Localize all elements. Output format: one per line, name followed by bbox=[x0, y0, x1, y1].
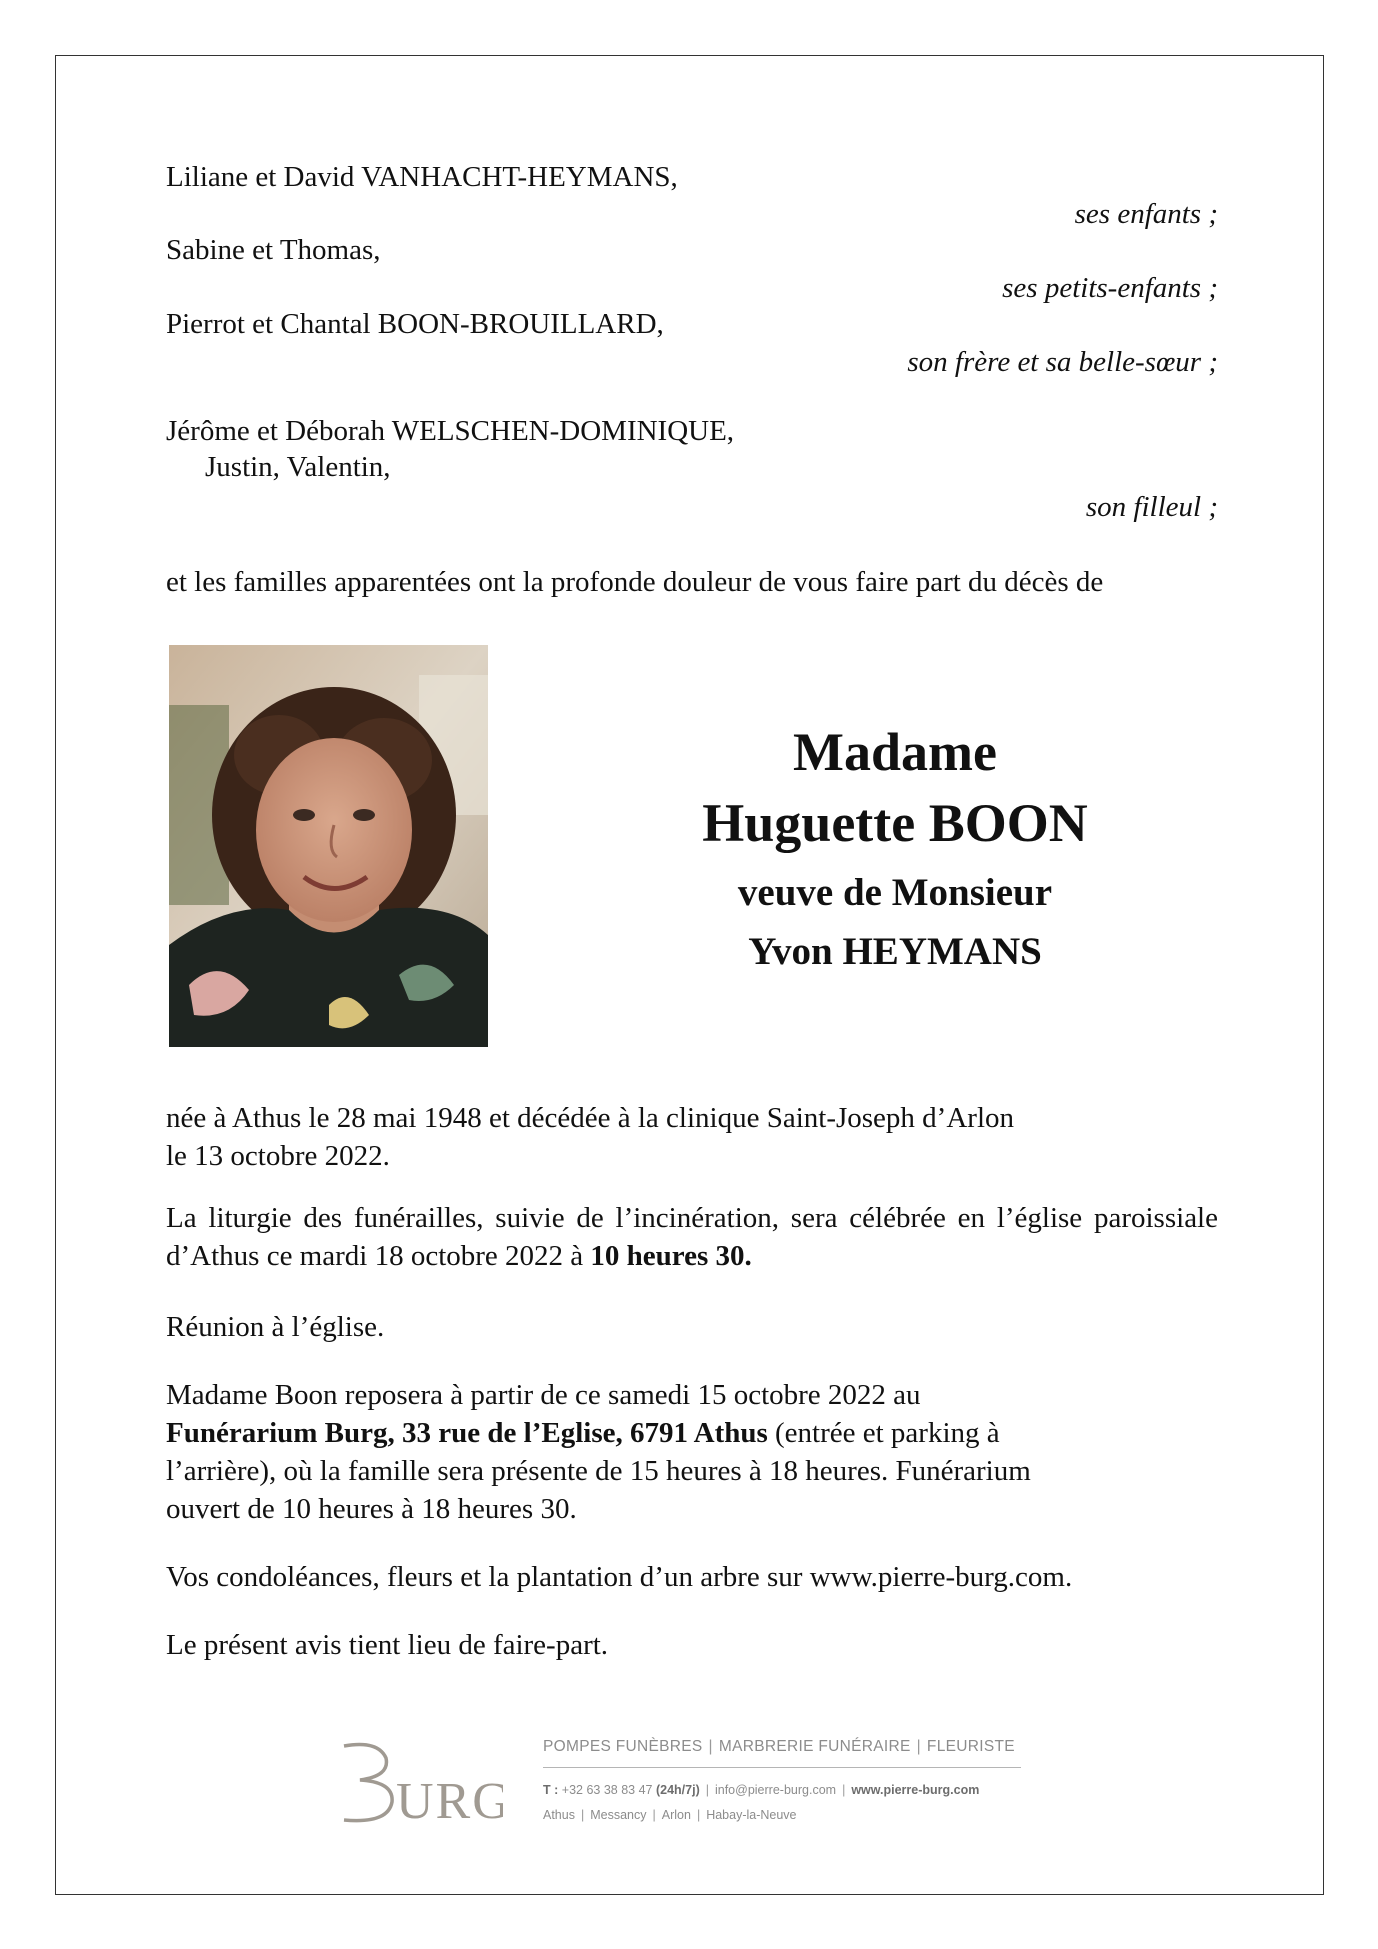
liturgy-time: 10 heures 30. bbox=[590, 1240, 752, 1272]
birth-death-line-1: née à Athus le 28 mai 1948 et décédée à la clinique Saint-Joseph d’Arlon bbox=[166, 1102, 1014, 1134]
repose-line-1: Madame Boon reposera à partir de ce samedi 15 octobre 2022 au bbox=[166, 1379, 921, 1411]
relation-children: ses enfants ; bbox=[1074, 198, 1218, 230]
family-line-grandchildren: Sabine et Thomas, bbox=[166, 234, 381, 266]
family-line-godson: Jérôme et Déborah WELSCHEN-DOMINIQUE, bbox=[166, 415, 735, 447]
liturgy-paragraph bbox=[166, 1199, 1218, 1275]
relation-grandchildren: ses petits-enfants ; bbox=[1002, 272, 1218, 304]
footer-services: POMPES FUNÈBRES | MARBRERIE FUNÉRAIRE | FLEURISTE bbox=[543, 1738, 1015, 1755]
notice-paragraph: Le présent avis tient lieu de faire-part. bbox=[166, 1629, 609, 1661]
birth-death-line-2: le 13 octobre 2022. bbox=[166, 1140, 390, 1172]
footer-divider bbox=[543, 1767, 1021, 1768]
reunion-paragraph: Réunion à l’église. bbox=[166, 1311, 385, 1343]
birth-death-paragraph bbox=[166, 1099, 1218, 1175]
email-link[interactable]: info@pierre-burg.com bbox=[714, 1783, 837, 1797]
service-florist: FLEURISTE bbox=[926, 1738, 1015, 1755]
repose-line-3: l’arrière), où la famille sera présente de 15 heures à 18 heures. Funérarium bbox=[166, 1455, 1031, 1487]
phone-label: T : bbox=[543, 1783, 559, 1797]
repose-paragraph bbox=[166, 1376, 1218, 1528]
footer-contact: T : +32 63 38 83 47 (24h/7j) | info@pierre-burg.com | www.pierre-burg.com bbox=[543, 1783, 980, 1797]
relation-godson: son filleul ; bbox=[1085, 491, 1218, 523]
phone-number: +32 63 38 83 47 bbox=[561, 1783, 653, 1797]
location-arlon: Arlon bbox=[661, 1808, 691, 1822]
liturgy-text: La liturgie des funérailles, suivie de l’incinération, sera célébrée en l’église paroissiale d’Athus ce mardi 18 octobre 2022 à bbox=[166, 1202, 1218, 1272]
burg-logo bbox=[338, 1736, 503, 1826]
service-marble: MARBRERIE FUNÉRAIRE bbox=[718, 1738, 911, 1755]
svg-text:URG: URG bbox=[396, 1773, 503, 1826]
family-line-godson-children: Justin, Valentin, bbox=[205, 451, 391, 483]
portrait-photo bbox=[169, 645, 488, 1047]
family-line-children: Liliane et David VANHACHT-HEYMANS, bbox=[166, 161, 678, 193]
funerarium-address: Funérarium Burg, 33 rue de l’Eglise, 6791 Athus bbox=[166, 1417, 768, 1449]
location-habay: Habay-la-Neuve bbox=[706, 1808, 797, 1822]
spouse-line-2: Yvon HEYMANS bbox=[748, 930, 1042, 973]
announcement-line: et les familles apparentées ont la profonde douleur de vous faire part du décès de bbox=[166, 566, 1104, 598]
service-funeral: POMPES FUNÈBRES bbox=[543, 1738, 703, 1755]
family-line-sibling: Pierrot et Chantal BOON-BROUILLARD, bbox=[166, 308, 664, 340]
relation-sibling: son frère et sa belle-sœur ; bbox=[907, 346, 1218, 378]
deceased-name: Huguette BOON bbox=[702, 793, 1088, 853]
repose-line-4: ouvert de 10 heures à 18 heures 30. bbox=[166, 1493, 577, 1525]
deceased-title: Madame bbox=[793, 722, 997, 782]
phone-hours: (24h/7j) bbox=[655, 1783, 700, 1797]
website-link[interactable]: www.pierre-burg.com bbox=[851, 1783, 980, 1797]
location-athus: Athus bbox=[543, 1808, 575, 1822]
footer-locations: Athus | Messancy | Arlon | Habay-la-Neuve bbox=[543, 1808, 797, 1822]
repose-line-2 bbox=[166, 1414, 1218, 1452]
condolences-paragraph: Vos condoléances, fleurs et la plantation d’un arbre sur www.pierre-burg.com. bbox=[166, 1561, 1073, 1593]
spouse-line-1: veuve de Monsieur bbox=[737, 871, 1053, 914]
repose-parking: (entrée et parking à bbox=[767, 1417, 1000, 1449]
location-messancy: Messancy bbox=[590, 1808, 647, 1822]
